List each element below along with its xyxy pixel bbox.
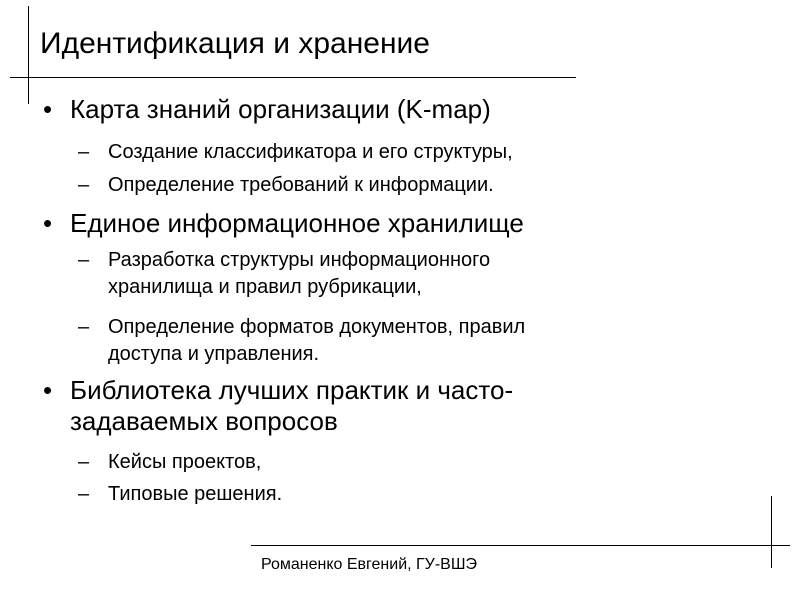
sub-text: Определение требований к информации.	[108, 174, 494, 196]
sub-item-repository-structure	[78, 247, 491, 301]
sub-text: Создание классификатора и его структуры,	[108, 141, 513, 163]
sub-marker: –	[78, 141, 90, 163]
bullet-marker: •	[43, 375, 53, 405]
bullet-text: Карта знаний организации (K-map)	[70, 94, 491, 124]
bullet-text: Библиотека лучших практик и часто- задаваемых вопросов	[70, 375, 514, 436]
sub-marker: –	[78, 483, 90, 505]
footer-author: Романенко Евгений, ГУ-ВШЭ	[261, 556, 478, 573]
sub-item-typical-solutions	[78, 481, 283, 508]
sub-text: Кейсы проектов,	[108, 451, 262, 473]
slide-title: Идентификация и хранение	[40, 27, 430, 60]
bullet-marker: •	[43, 94, 53, 124]
sub-item-classifier	[78, 139, 513, 166]
sub-marker: –	[78, 316, 90, 338]
sub-item-document-formats	[78, 314, 526, 368]
sub-marker: –	[78, 174, 90, 196]
sub-item-case-studies	[78, 449, 262, 476]
sub-text: Разработка структуры информационного хранилища и правил рубрикации,	[108, 249, 491, 298]
sub-text: Определение форматов документов, правил доступа и управления.	[108, 316, 526, 365]
bullet-item-best-practices	[43, 375, 514, 437]
bullet-item-k-map	[43, 94, 491, 125]
bullet-item-repository	[43, 208, 524, 239]
sub-text: Типовые решения.	[108, 483, 283, 505]
sub-marker: –	[78, 451, 90, 473]
bullet-marker: •	[43, 208, 53, 238]
sub-marker: –	[78, 249, 90, 271]
bullet-text: Единое информационное хранилище	[70, 208, 524, 238]
sub-item-requirements	[78, 172, 494, 199]
